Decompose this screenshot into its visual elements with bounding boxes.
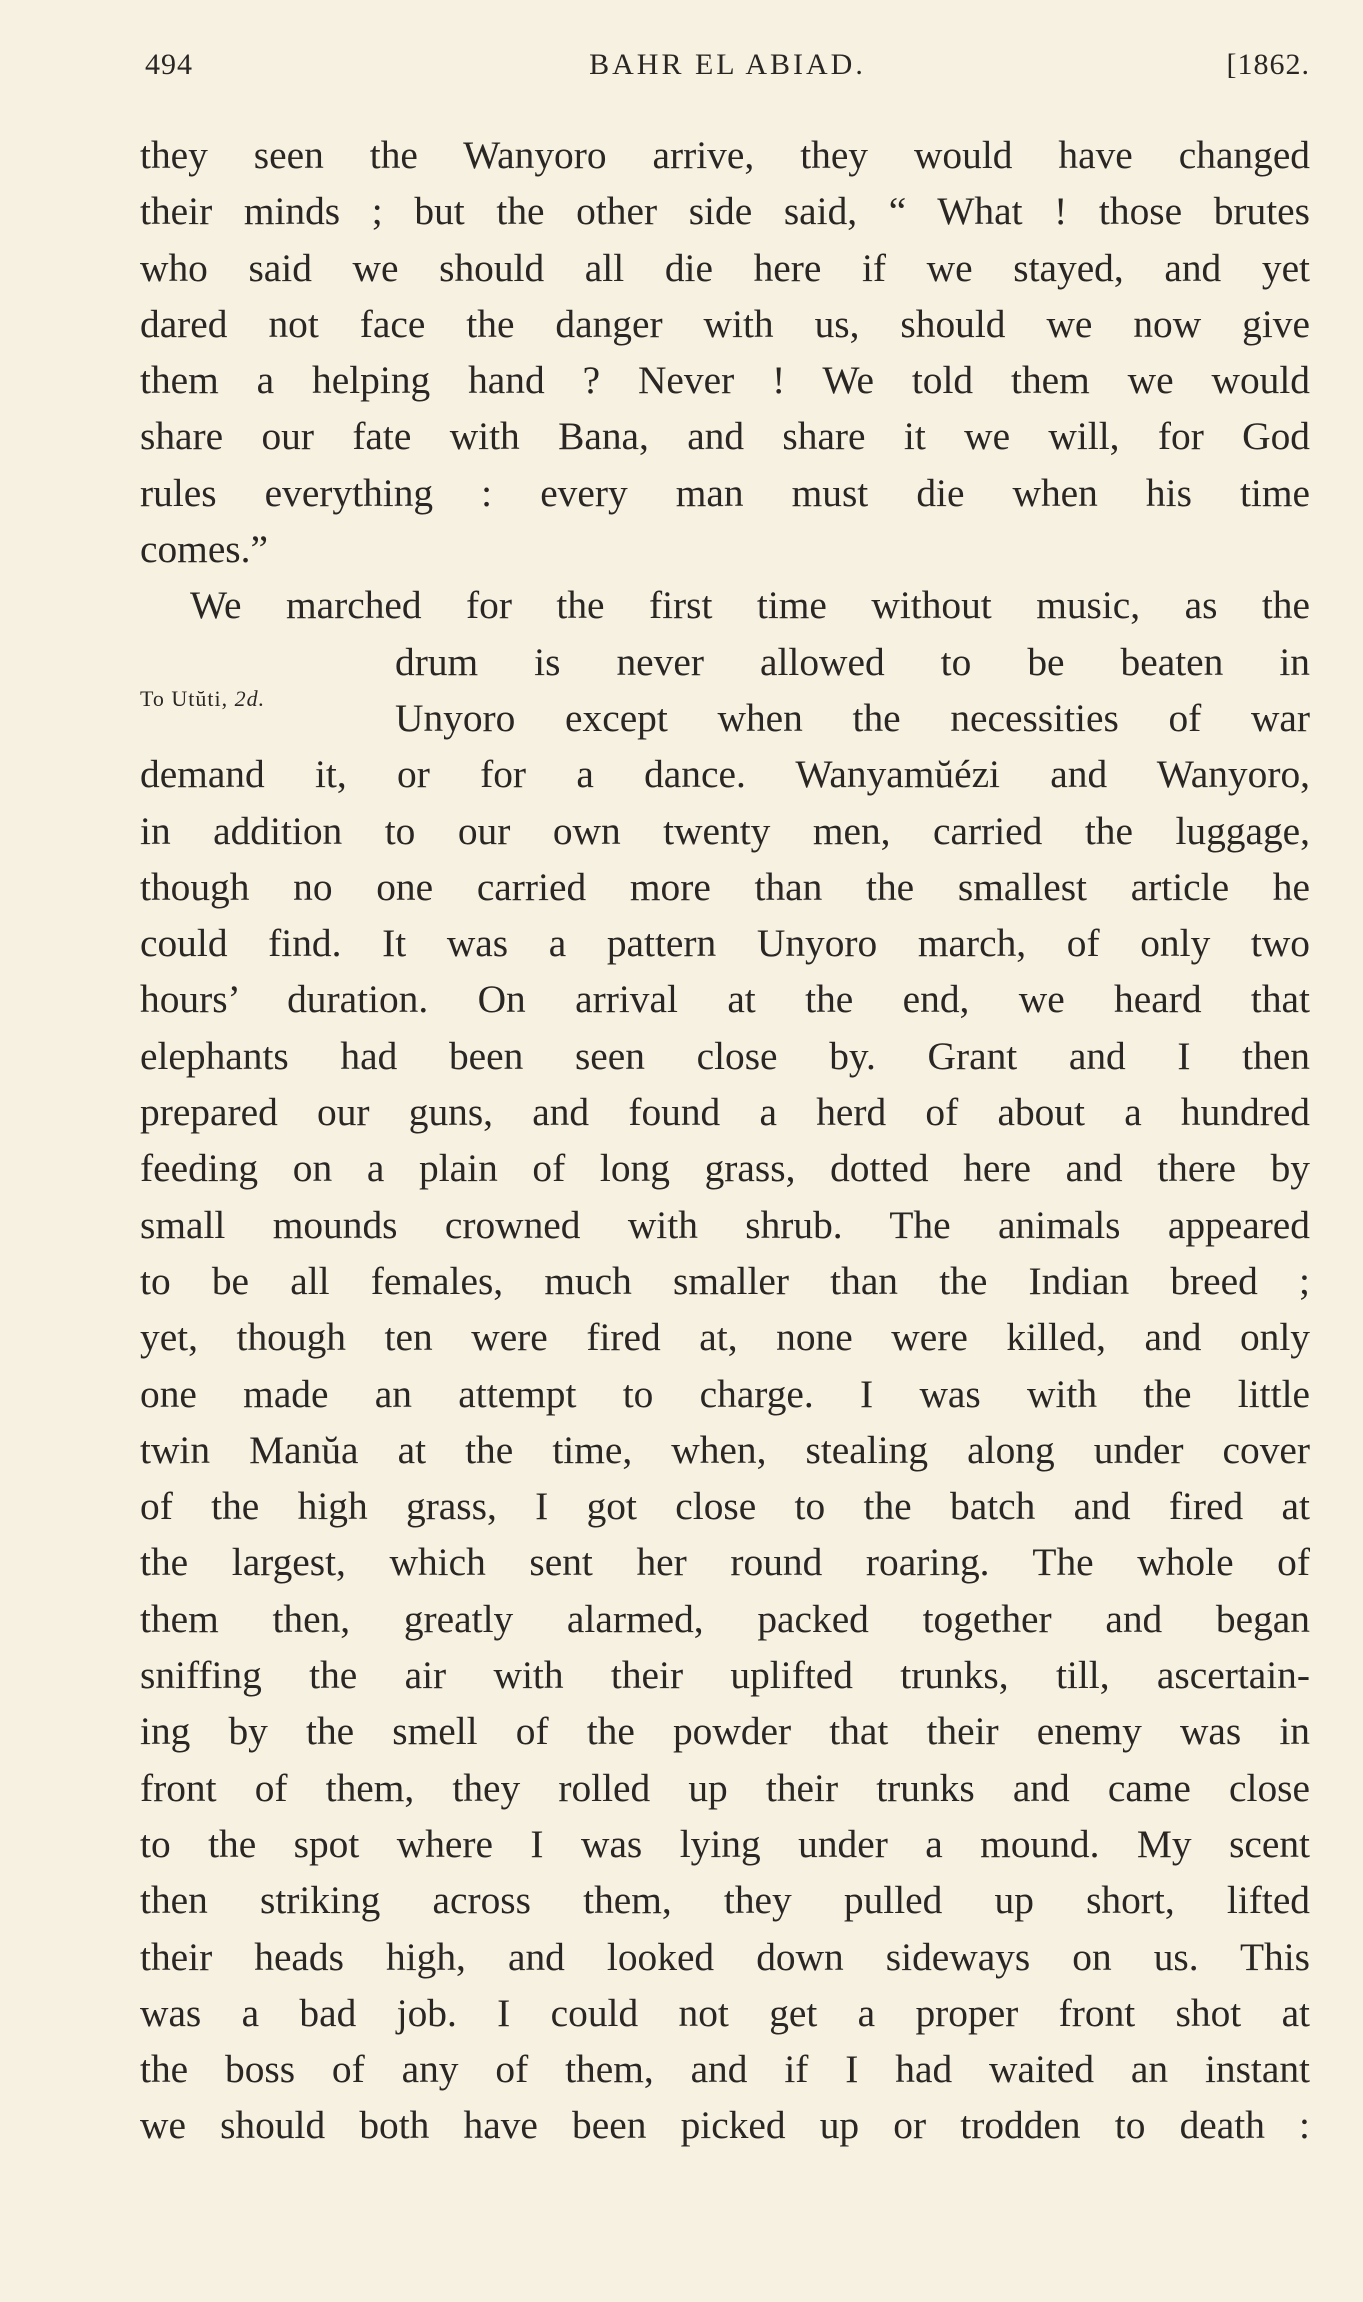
margin-note-day: 2d.: [234, 686, 266, 711]
page-number: 494: [145, 48, 193, 81]
text-line: in addition to our own twenty men, carried the luggage,: [140, 808, 1310, 853]
text-line: sniffing the air with their uplifted trunks, till, ascertain-: [140, 1653, 1310, 1698]
text-line: drum is never allowed to be beaten in: [395, 639, 1310, 684]
running-head: [145, 48, 1310, 88]
text-line: could find. It was a pattern Unyoro march, of only two: [140, 921, 1310, 966]
text-line: their minds ; but the other side said, “ What ! those brutes: [140, 189, 1310, 234]
text-line: them a helping hand ? Never ! We told them we would: [140, 358, 1310, 403]
text-line: Unyoro except when the necessities of war: [395, 695, 1310, 740]
running-year: [1862.: [1226, 48, 1310, 81]
text-line: the boss of any of them, and if I had waited an instant: [140, 2047, 1310, 2092]
text-line: their heads high, and looked down sideways on us. This: [140, 1934, 1310, 1979]
text-line: elephants had been seen close by. Grant and I then: [140, 1033, 1310, 1078]
text-line: We marched for the first time without music, as the: [190, 583, 1310, 628]
text-line: we should both have been picked up or trodden to death :: [140, 2103, 1310, 2148]
text-line: feeding on a plain of long grass, dotted here and there by: [140, 1146, 1310, 1191]
running-title: BAHR EL ABIAD.: [589, 48, 866, 81]
text-line: front of them, they rolled up their trunks and came close: [140, 1765, 1310, 1810]
text-line: was a bad job. I could not get a proper front shot at: [140, 1990, 1310, 2035]
text-line: dared not face the danger with us, should we now give: [140, 301, 1310, 346]
text-line: though no one carried more than the smallest article he: [140, 864, 1310, 909]
text-line: then striking across them, they pulled up short, lifted: [140, 1878, 1310, 1923]
text-line: ing by the smell of the powder that their enemy was in: [140, 1709, 1310, 1754]
text-line: demand it, or for a dance. Wanyamŭézi and Wanyoro,: [140, 752, 1310, 797]
text-line: them then, greatly alarmed, packed together and began: [140, 1596, 1310, 1641]
text-line: twin Manŭa at the time, when, stealing along under cover: [140, 1427, 1310, 1472]
text-line: to the spot where I was lying under a mound. My scent: [140, 1821, 1310, 1866]
text-line: hours’ duration. On arrival at the end, we heard that: [140, 977, 1310, 1022]
body-text: [140, 127, 1310, 2154]
text-line: small mounds crowned with shrub. The animals appeared: [140, 1202, 1310, 1247]
text-line: the largest, which sent her round roaring. The whole of: [140, 1540, 1310, 1585]
margin-note-place: To Utŭti,: [140, 686, 235, 711]
text-line: they seen the Wanyoro arrive, they would have changed: [140, 133, 1310, 177]
text-line: who said we should all die here if we stayed, and yet: [140, 245, 1310, 290]
text-line: yet, though ten were fired at, none were killed, and only: [140, 1315, 1310, 1360]
text-line: rules everything : every man must die when his time: [140, 470, 1310, 515]
text-line: share our fate with Bana, and share it we will, for God: [140, 414, 1310, 459]
text-line: prepared our guns, and found a herd of about a hundred: [140, 1090, 1310, 1135]
text-line: of the high grass, I got close to the batch and fired at: [140, 1484, 1310, 1529]
text-line: one made an attempt to charge. I was with the little: [140, 1371, 1310, 1416]
text-line: to be all females, much smaller than the Indian breed ;: [140, 1258, 1310, 1303]
text-line: comes.”: [140, 527, 268, 572]
